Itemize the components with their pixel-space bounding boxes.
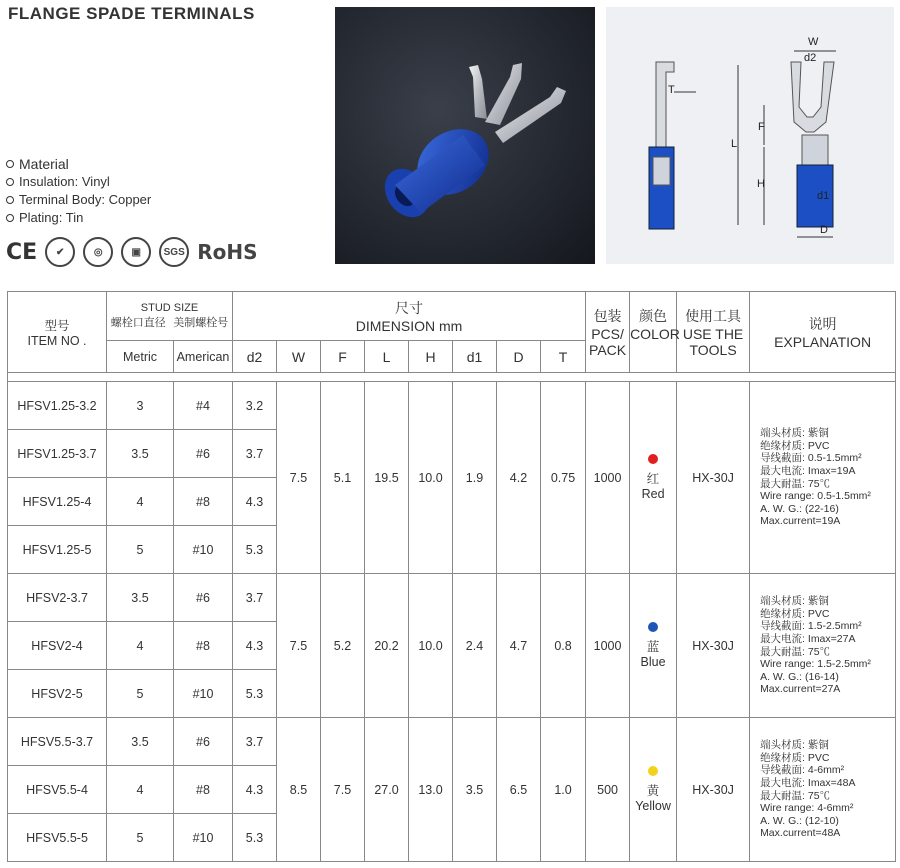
cell-item: HFSV1.25-5	[8, 526, 107, 574]
color-dot-icon	[648, 622, 658, 632]
cell-F: 5.2	[321, 574, 365, 718]
cell-color: 红 Red	[630, 382, 677, 574]
explanation-line: 最大耐温: 75℃	[760, 789, 831, 802]
cell-american: #10	[174, 814, 233, 862]
explanation-line: Wire range: 0.5-1.5mm²	[760, 490, 871, 503]
ce-mark-icon: CE	[6, 239, 38, 265]
cell-d2: 4.3	[233, 622, 277, 670]
table-row	[8, 574, 896, 622]
explanation-line: 导线截面: 4-6mm²	[760, 764, 845, 777]
explanation-line: Max.current=19A	[760, 515, 841, 528]
explanation-line: 端头材质: 紫铜	[760, 739, 829, 752]
cell-pack: 1000	[586, 382, 630, 574]
cell-metric: 3.5	[107, 574, 174, 622]
explanation-line: A. W. G.: (22-16)	[760, 502, 839, 515]
cell-d2: 3.2	[233, 382, 277, 430]
svg-text:d1: d1	[817, 190, 830, 202]
cell-tools: HX-30J	[677, 718, 750, 862]
header-dimension: 尺寸 DIMENSION mm	[233, 292, 586, 341]
cell-metric: 3.5	[107, 718, 174, 766]
explanation-line: Max.current=27A	[760, 683, 841, 696]
explanation-line: 端头材质: 紫铜	[760, 427, 829, 440]
rohs-logo: RoHS	[197, 240, 258, 264]
svg-text:D: D	[820, 224, 828, 236]
cell-W: 8.5	[277, 718, 321, 862]
header-tools: 使用工具 USE THE TOOLS	[677, 292, 750, 373]
cell-metric: 4	[107, 478, 174, 526]
color-dot-icon	[648, 766, 658, 776]
explanation-line: A. W. G.: (16-14)	[760, 670, 839, 683]
cell-d2: 5.3	[233, 670, 277, 718]
material-plating: Plating: Tin	[19, 210, 84, 225]
explanation-line: Wire range: 4-6mm²	[760, 802, 854, 815]
svg-text:W: W	[808, 36, 819, 48]
cell-d2: 4.3	[233, 766, 277, 814]
svg-text:H: H	[757, 178, 765, 190]
table-row	[8, 382, 896, 430]
cell-item: HFSV5.5-5	[8, 814, 107, 862]
cell-item: HFSV2-4	[8, 622, 107, 670]
explanation-line: 最大电流: Imax=27A	[760, 632, 856, 645]
header-d1: d1	[453, 341, 497, 373]
spec-table	[7, 291, 896, 862]
cell-american: #10	[174, 526, 233, 574]
cell-pack: 1000	[586, 574, 630, 718]
header-pack: 包装 PCS/ PACK	[586, 292, 630, 373]
cell-explanation	[750, 718, 896, 862]
cell-metric: 5	[107, 814, 174, 862]
cell-L: 20.2	[365, 574, 409, 718]
material-body: Terminal Body: Copper	[19, 192, 152, 207]
explanation-line: 绝缘材质: PVC	[760, 751, 830, 764]
cell-T: 0.75	[541, 382, 586, 574]
cell-F: 5.1	[321, 382, 365, 574]
cell-F: 7.5	[321, 718, 365, 862]
explanation-line: 导线截面: 0.5-1.5mm²	[760, 452, 862, 465]
material-heading: Material	[19, 156, 69, 172]
explanation-line: 导线截面: 1.5-2.5mm²	[760, 620, 862, 633]
explanation-line: 端头材质: 紫铜	[760, 595, 829, 608]
explanation-line: 最大电流: Imax=48A	[760, 776, 856, 789]
cell-T: 1.0	[541, 718, 586, 862]
cell-tools: HX-30J	[677, 382, 750, 574]
svg-text:T: T	[668, 84, 675, 96]
cell-american: #6	[174, 718, 233, 766]
svg-text:L: L	[731, 138, 738, 150]
cell-color: 黄 Yellow	[630, 718, 677, 862]
dimension-drawing	[606, 7, 894, 264]
header-color: 颜色 COLOR	[630, 292, 677, 373]
cell-item: HFSV2-3.7	[8, 574, 107, 622]
header-W: W	[277, 341, 321, 373]
cell-american: #6	[174, 574, 233, 622]
header-stud: STUD SIZE 螺栓口直径 美制螺栓号	[107, 292, 233, 341]
header-d2: d2	[233, 341, 277, 373]
cell-tools: HX-30J	[677, 574, 750, 718]
color-dot-icon	[648, 454, 658, 464]
explanation-line: 绝缘材质: PVC	[760, 439, 830, 452]
header-item: 型号 ITEM NO .	[8, 292, 107, 373]
cell-W: 7.5	[277, 574, 321, 718]
svg-text:F: F	[758, 121, 765, 133]
cell-H: 10.0	[409, 574, 453, 718]
cell-L: 19.5	[365, 382, 409, 574]
header-american: American	[174, 341, 233, 373]
cell-pack: 500	[586, 718, 630, 862]
cell-american: #8	[174, 478, 233, 526]
header-H: H	[409, 341, 453, 373]
explanation-line: 最大电流: Imax=19A	[760, 464, 856, 477]
cell-item: HFSV5.5-4	[8, 766, 107, 814]
cell-american: #8	[174, 622, 233, 670]
sgs-cert-icon: SGS	[159, 237, 189, 267]
cell-item: HFSV1.25-4	[8, 478, 107, 526]
header-L: L	[365, 341, 409, 373]
cell-d2: 3.7	[233, 430, 277, 478]
material-list	[6, 155, 151, 227]
page-title: FLANGE SPADE TERMINALS	[8, 4, 255, 23]
certification-logos	[6, 237, 257, 267]
cell-d2: 3.7	[233, 574, 277, 622]
ul-cert-icon: ▣	[121, 237, 151, 267]
cell-D: 4.7	[497, 574, 541, 718]
explanation-line: Max.current=48A	[760, 827, 841, 840]
explanation-line: 绝缘材质: PVC	[760, 607, 830, 620]
cell-metric: 4	[107, 766, 174, 814]
explanation-line: Wire range: 1.5-2.5mm²	[760, 658, 871, 671]
product-photo	[335, 7, 595, 264]
material-insulation: Insulation: Vinyl	[19, 174, 110, 189]
cell-H: 10.0	[409, 382, 453, 574]
cell-metric: 3	[107, 382, 174, 430]
cell-d1: 2.4	[453, 574, 497, 718]
svg-text:d2: d2	[804, 52, 817, 64]
cell-D: 6.5	[497, 718, 541, 862]
header-explanation: 说明 EXPLANATION	[750, 292, 896, 373]
cell-explanation	[750, 382, 896, 574]
explanation-line: 最大耐温: 75℃	[760, 477, 831, 490]
cell-item: HFSV1.25-3.2	[8, 382, 107, 430]
ccc-cert-icon: ◎	[83, 237, 113, 267]
cell-L: 27.0	[365, 718, 409, 862]
cell-metric: 4	[107, 622, 174, 670]
header-metric: Metric	[107, 341, 174, 373]
bullet-icon	[6, 178, 14, 186]
cell-item: HFSV5.5-3.7	[8, 718, 107, 766]
cell-item: HFSV1.25-3.7	[8, 430, 107, 478]
header-F: F	[321, 341, 365, 373]
check-cert-icon: ✔	[45, 237, 75, 267]
table-row	[8, 718, 896, 766]
cell-metric: 5	[107, 526, 174, 574]
header-D: D	[497, 341, 541, 373]
cell-D: 4.2	[497, 382, 541, 574]
explanation-line: 最大耐温: 75℃	[760, 645, 831, 658]
cell-american: #4	[174, 382, 233, 430]
cell-metric: 3.5	[107, 430, 174, 478]
cell-d2: 5.3	[233, 814, 277, 862]
cell-metric: 5	[107, 670, 174, 718]
cell-american: #8	[174, 766, 233, 814]
cell-T: 0.8	[541, 574, 586, 718]
cell-d2: 4.3	[233, 478, 277, 526]
cell-d1: 3.5	[453, 718, 497, 862]
cell-d1: 1.9	[453, 382, 497, 574]
cell-american: #6	[174, 430, 233, 478]
cell-american: #10	[174, 670, 233, 718]
cell-d2: 3.7	[233, 718, 277, 766]
cell-d2: 5.3	[233, 526, 277, 574]
cell-item: HFSV2-5	[8, 670, 107, 718]
cell-W: 7.5	[277, 382, 321, 574]
cell-explanation	[750, 574, 896, 718]
explanation-line: A. W. G.: (12-10)	[760, 814, 839, 827]
cell-H: 13.0	[409, 718, 453, 862]
bullet-icon	[6, 196, 14, 204]
bullet-icon	[6, 214, 14, 222]
header-T: T	[541, 341, 586, 373]
cell-color: 蓝 Blue	[630, 574, 677, 718]
bullet-icon	[6, 160, 14, 168]
